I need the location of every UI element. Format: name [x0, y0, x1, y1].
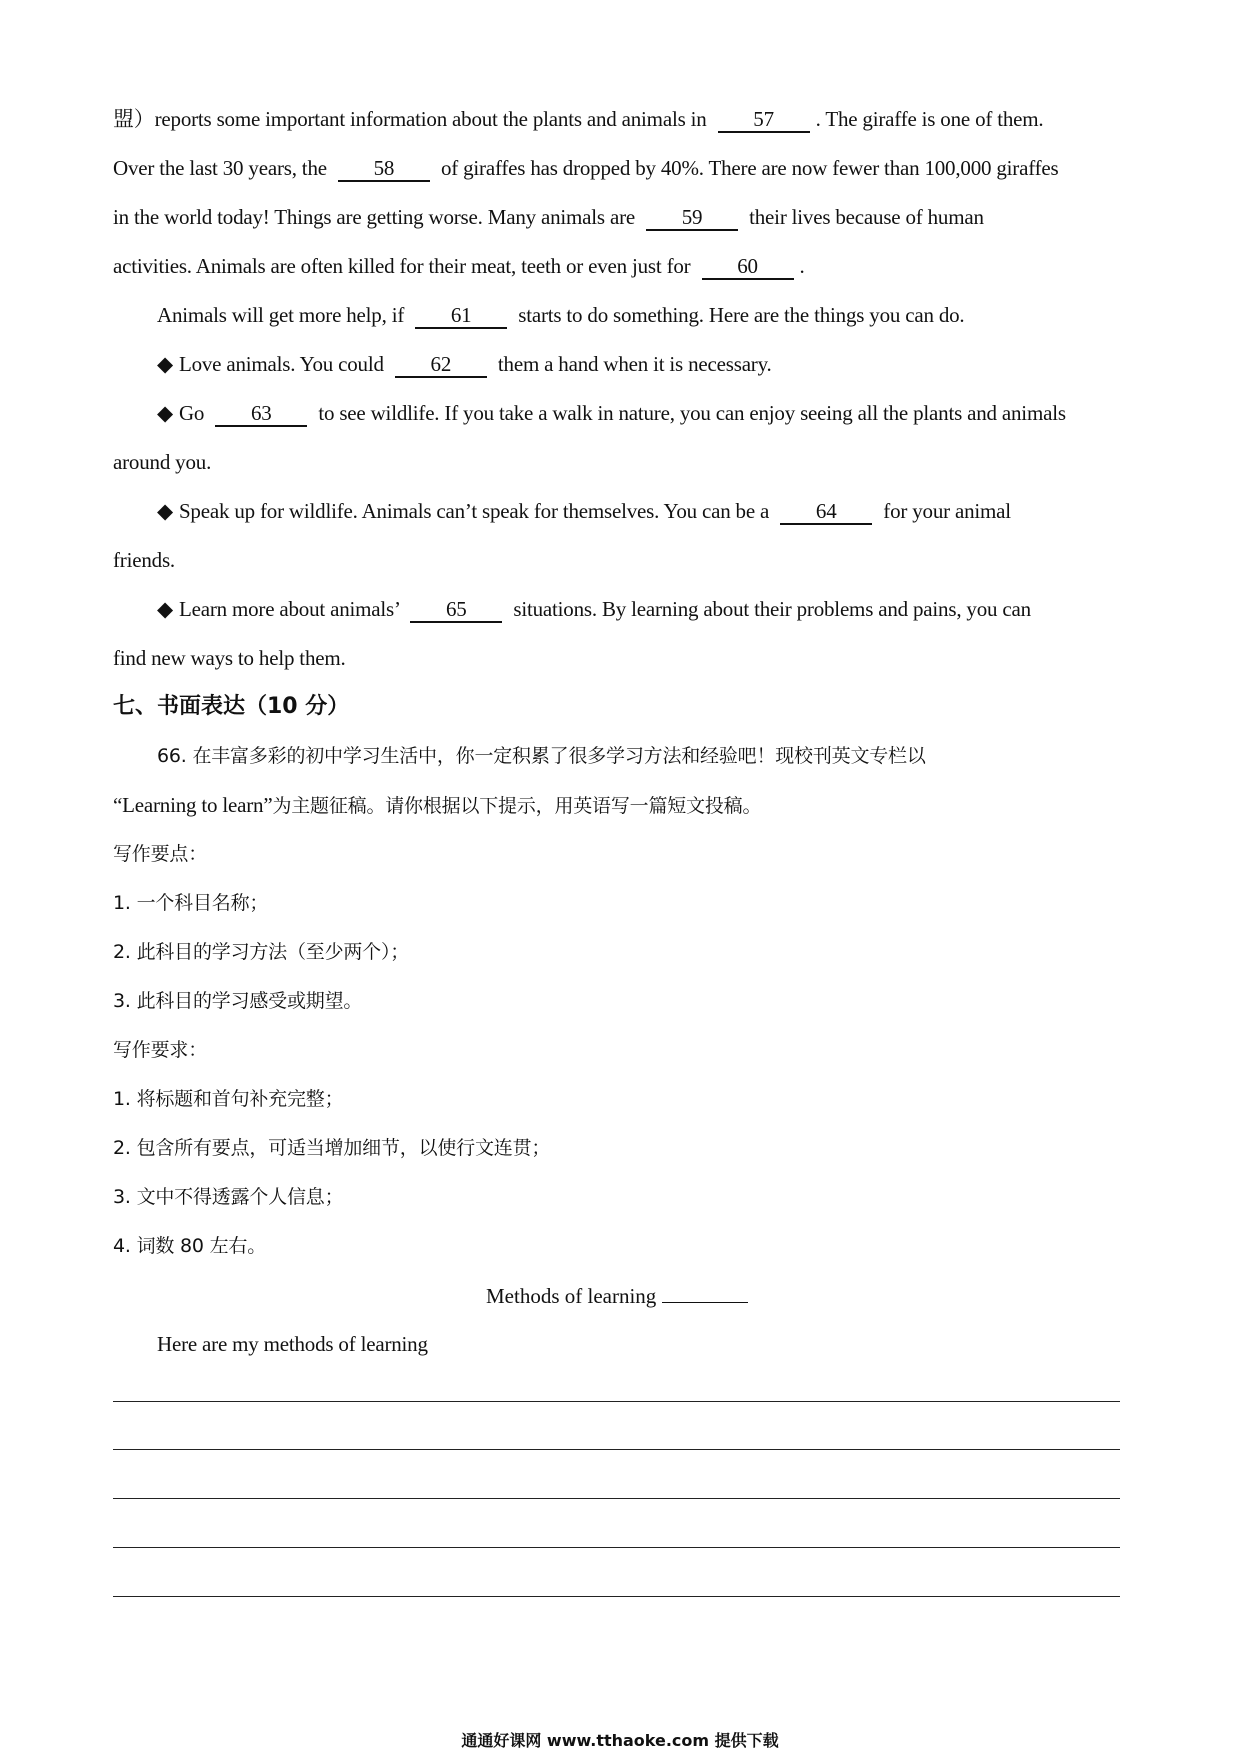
passage-line-8: [113, 447, 211, 477]
passage-line-4: [113, 251, 805, 281]
blank-65[interactable]: 65: [410, 597, 502, 623]
writing-line-1[interactable]: [113, 1401, 1120, 1402]
section-heading: 七、书面表达（10 分）: [113, 694, 350, 719]
point-item-3: 3. 此科目的学习感受或期望。: [113, 990, 363, 1012]
requirement-item-3: 3. 文中不得透露个人信息；: [113, 1186, 344, 1208]
blank-60[interactable]: 60: [702, 254, 794, 280]
diamond-bullet-icon: ◆: [157, 499, 173, 523]
passage-line-12: [113, 643, 346, 673]
text-segment: for your animal: [883, 499, 1011, 523]
text-segment: to see wildlife. If you take a walk in nature, you can enjoy seeing all the plants and animals: [318, 401, 1066, 425]
text-segment: Go: [178, 401, 205, 425]
text-segment: of giraffes has dropped by 40%. There are now fewer than 100,000 giraffes: [440, 156, 1059, 180]
footer-text: 通通好课网 www.tthaoke.com 提供下载: [461, 1731, 779, 1750]
blank-57[interactable]: 57: [718, 107, 810, 133]
requirement-item-4: 4. 词数 80 左右。: [113, 1235, 267, 1257]
essay-first-sentence: Here are my methods of learning: [157, 1332, 428, 1356]
point-item-1: 1. 一个科目名称；: [113, 892, 269, 914]
text-segment: Animals will get more help, if: [157, 303, 405, 327]
text-segment: find new ways to help them.: [113, 646, 346, 670]
passage-line-7: [157, 398, 1066, 428]
diamond-bullet-icon: ◆: [157, 401, 173, 425]
blank-62[interactable]: 62: [395, 352, 487, 378]
passage-line-9: [157, 496, 1011, 526]
writing-line-3[interactable]: [113, 1498, 1120, 1499]
blank-58[interactable]: 58: [338, 156, 430, 182]
text-segment: their lives because of human: [749, 205, 984, 229]
text-segment: them a hand when it is necessary.: [497, 352, 772, 376]
question-66-line-2: [113, 790, 761, 821]
blank-64[interactable]: 64: [780, 499, 872, 525]
points-label: 写作要点：: [113, 843, 208, 865]
passage-line-10: [113, 545, 175, 575]
question-66-line-1: 66. 在丰富多彩的初中学习生活中，你一定积累了很多学习方法和经验吧！现校刊英文专栏以: [157, 745, 926, 767]
diamond-bullet-icon: ◆: [157, 597, 173, 621]
essay-title: [486, 1280, 748, 1311]
passage-line-11: [157, 594, 1031, 624]
text-segment: Learn more about animals’: [178, 597, 400, 621]
text-segment: in the world today! Things are getting worse. Many animals are: [113, 205, 635, 229]
passage-line-3: [113, 202, 984, 232]
writing-line-5[interactable]: [113, 1596, 1120, 1597]
requirements-label: 写作要求：: [113, 1039, 208, 1061]
text-segment: 为主题征稿。请你根据以下提示，用英语写一篇短文投稿。: [272, 795, 762, 817]
writing-line-4[interactable]: [113, 1547, 1120, 1548]
text-segment: 盟）reports some important information about the plants and animals in: [113, 107, 707, 131]
text-segment: friends.: [113, 548, 175, 572]
text-segment: Over the last 30 years, the: [113, 156, 327, 180]
diamond-bullet-icon: ◆: [157, 352, 173, 376]
requirement-item-1: 1. 将标题和首句补充完整；: [113, 1088, 344, 1110]
passage-line-1: [113, 104, 1043, 134]
text-segment: around you.: [113, 450, 212, 474]
essay-title-text: Methods of learning: [486, 1284, 657, 1308]
text-segment: activities. Animals are often killed for their meat, teeth or even just for: [113, 254, 691, 278]
text-segment: starts to do something. Here are the things you can do.: [518, 303, 965, 327]
essay-title-blank[interactable]: [662, 1280, 748, 1303]
topic-text: “Learning to learn”: [113, 793, 273, 817]
text-segment: situations. By learning about their problems and pains, you can: [513, 597, 1031, 621]
text-segment: .: [799, 254, 805, 278]
passage-line-6: [157, 349, 772, 379]
text-segment: Speak up for wildlife. Animals can’t speak for themselves. You can be a: [178, 499, 770, 523]
text-segment: Love animals. You could: [178, 352, 384, 376]
blank-59[interactable]: 59: [646, 205, 738, 231]
blank-63[interactable]: 63: [215, 401, 307, 427]
text-segment: . The giraffe is one of them.: [815, 107, 1044, 131]
blank-61[interactable]: 61: [415, 303, 507, 329]
passage-line-5: [157, 300, 964, 330]
requirement-item-2: 2. 包含所有要点，可适当增加细节，以使行文连贯；: [113, 1137, 551, 1159]
point-item-2: 2. 此科目的学习方法（至少两个）；: [113, 941, 410, 963]
writing-line-2[interactable]: [113, 1449, 1120, 1450]
passage-line-2: [113, 153, 1059, 183]
